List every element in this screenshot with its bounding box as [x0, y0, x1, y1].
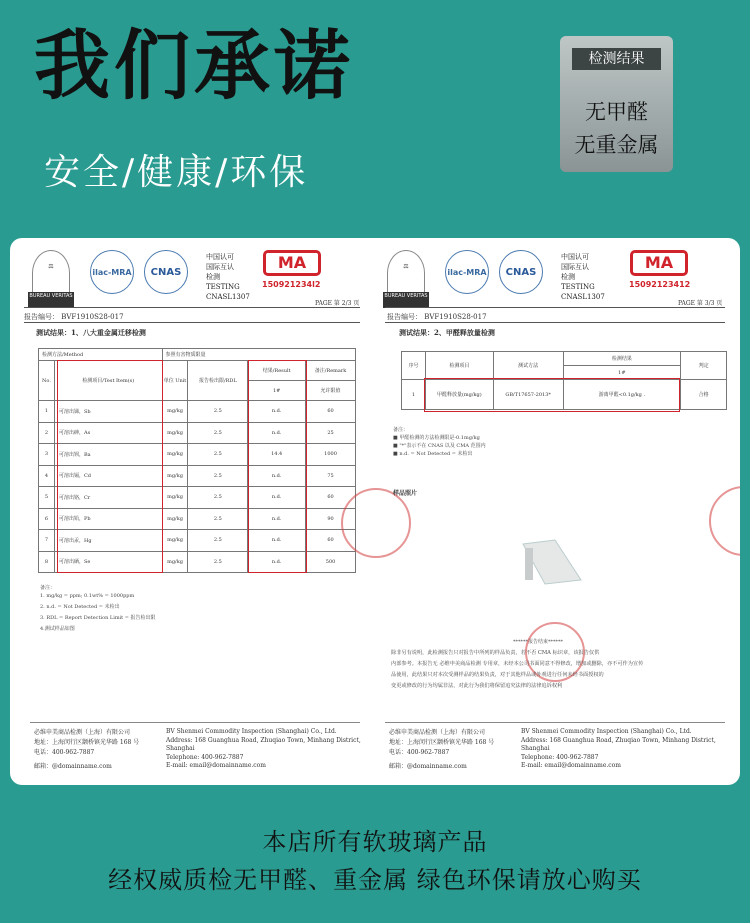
cell: 75 — [306, 465, 356, 487]
footer-rule — [30, 722, 360, 723]
disclaimer-line: 变更或修改的行为均属非法，对此行为我们将保留追究法律的法律追诉权利 — [391, 683, 563, 689]
report-number: 报告编号： BVF1910S28-017 — [24, 313, 124, 321]
col-no: No. — [39, 361, 55, 401]
cert-text — [206, 252, 250, 302]
cell: 2.5 — [188, 401, 248, 423]
footer-line: Telephone: 400-962-7887 — [521, 753, 599, 761]
red-stamp — [341, 488, 411, 558]
ilac-mra-logo: ilac-MRA — [445, 250, 489, 294]
footer-line: 邮箱：@domainname.com — [34, 763, 112, 770]
notes-block — [393, 426, 486, 458]
cell: n.d. — [248, 487, 306, 509]
cell: mg/kg — [162, 530, 188, 552]
cell: 2 — [39, 422, 55, 444]
cell: 14.4 — [248, 444, 306, 466]
bottom-line-2: 经权威质检无甲醛、重金属 绿色环保请放心购买 — [108, 866, 642, 894]
cnas-logo: CNAS — [144, 250, 188, 294]
col-method: 测试方法 — [493, 352, 563, 380]
cert-line: 检测 — [206, 273, 220, 281]
footer-line: 电话：400-962-7887 — [34, 749, 95, 756]
badge-line-heavy-metal: 无重金属 — [574, 133, 659, 157]
report-number: 报告编号： BVF1910S28-017 — [387, 313, 487, 321]
note-line: 3. RDL = Report Detection Limit = 报告检出限 — [40, 615, 156, 621]
cell: mg/kg — [162, 551, 188, 573]
cell: n.d. — [248, 508, 306, 530]
sample-photo-label: 样品照片 — [393, 490, 418, 497]
footer-line: Address: 168 Guanghua Road, Zhuqiao Town, Minhang District, — [166, 736, 361, 744]
footer-line: BV Shenmei Commodity Inspection (Shanghai) Co., Ltd. — [166, 728, 337, 735]
note-line: 1. mg/kg = ppm; 0.1wt% = 1000ppm — [40, 593, 135, 599]
footer-cn — [389, 728, 494, 772]
cell: 可溶出镉，Cd — [54, 465, 162, 487]
red-stamp — [709, 486, 740, 556]
note-line: ■ "*"表示不在 CNAS 以及 CMA 范围内 — [393, 443, 486, 449]
page-number: PAGE 第 2/3 页 — [315, 300, 360, 307]
cell: 1 — [39, 401, 55, 423]
cnas-logo: CNAS — [499, 250, 543, 294]
cell: 可溶出汞，Hg — [54, 530, 162, 552]
footer-en — [166, 728, 361, 771]
col-sample-1: 1# — [563, 366, 681, 380]
bottom-line-1: 本店所有软玻璃产品 — [262, 828, 488, 856]
cell: 60 — [306, 487, 356, 509]
header-rule — [24, 322, 360, 323]
cell: mg/kg — [162, 401, 188, 423]
page-subtitle: 安全/健康/环保 — [44, 152, 309, 193]
cert-line: TESTING — [561, 283, 595, 291]
cell: 2.5 — [188, 487, 248, 509]
cell: n.d. — [248, 465, 306, 487]
note-line: 2. n.d. = Not Detected = 未检出 — [40, 604, 120, 610]
report-page-left — [10, 238, 375, 785]
cert-line: TESTING — [206, 283, 240, 291]
cell: 可溶出铅，Pb — [54, 508, 162, 530]
col-remark: 备注/Remark — [306, 361, 356, 381]
test-result-badge — [560, 36, 673, 172]
cell: 2.5 — [188, 465, 248, 487]
col-unit: 单位 Unit — [162, 361, 188, 401]
footer-line: E-mail: email@domainname.com — [521, 762, 621, 769]
cell: 合格 — [681, 380, 727, 410]
cell: 2.5 — [188, 530, 248, 552]
col-sample-1: 1# — [248, 381, 306, 401]
cell: n.d. — [248, 422, 306, 444]
section-title: 测试结果：1、八大重金属迁移检测 — [36, 328, 146, 337]
page-title: 我们承诺 — [34, 21, 354, 110]
cell: 3 — [39, 444, 55, 466]
cell: 7 — [39, 530, 55, 552]
cell: 6 — [39, 508, 55, 530]
cell: 1000 — [306, 444, 356, 466]
cert-line: 国际互认 — [206, 263, 234, 271]
footer-cn — [34, 728, 139, 772]
footer-line: 电话：400-962-7887 — [389, 749, 450, 756]
cell: 60 — [306, 401, 356, 423]
footer-line: 必维申美商品检测（上海）有限公司 — [389, 729, 486, 736]
cell: 500 — [306, 551, 356, 573]
cell: 4 — [39, 465, 55, 487]
cma-number: 150921234l2 — [262, 280, 321, 289]
cell: 1 — [402, 380, 426, 410]
cell: n.d. — [248, 401, 306, 423]
badge-line-formaldehyde: 无甲醛 — [585, 100, 648, 124]
footer-line: BV Shenmei Commodity Inspection (Shanghai) Co., Ltd. — [521, 728, 692, 735]
cell: 可溶出砷，As — [54, 422, 162, 444]
cell: 甲醛释放量(mg/kg) — [425, 380, 493, 410]
note-line: 备注： — [40, 585, 56, 591]
col-no: 序号 — [402, 352, 426, 380]
cell: mg/kg — [162, 422, 188, 444]
footer-line: 地址：上海闵行区颛桥镇光华路 168 号 — [389, 739, 495, 746]
col-result: 检测结果 — [563, 352, 681, 366]
footer-line: 必维申美商品检测（上海）有限公司 — [34, 729, 131, 736]
disclaimer-line: 内部参考。本报告无 必维申美商品检测 专用章，未经本公司书面同意不得修改，增加或删除，亦不可作为宣传 — [391, 661, 644, 667]
highlight-test-items — [57, 360, 163, 573]
cell: 2.5 — [188, 422, 248, 444]
header-rule — [385, 322, 725, 323]
cert-line: 检测 — [561, 273, 575, 281]
bureau-veritas-logo: ⚖ — [32, 250, 70, 296]
cert-line: 中国认可 — [561, 253, 589, 261]
cell: n.d. — [248, 551, 306, 573]
cell: mg/kg — [162, 487, 188, 509]
cell: 8 — [39, 551, 55, 573]
note-line: ■ n.d. = Not Detected = 未检出 — [393, 451, 473, 457]
footer-line: Address: 168 Guanghua Road, Zhuqiao Town, Minhang District, — [521, 736, 716, 744]
note-line: ■ 甲醛检测的方法检测限是-0.1mg/kg — [393, 435, 480, 441]
footer-line: Shanghai — [521, 745, 550, 752]
bureau-veritas-label: BUREAU VERITAS — [383, 292, 429, 308]
cma-logo: MA — [263, 250, 321, 276]
bureau-veritas-logo: ⚖ — [387, 250, 425, 296]
col-rdl: 报告检出限/RDL — [188, 361, 248, 401]
cell: 90 — [306, 508, 356, 530]
cell: 60 — [306, 530, 356, 552]
glass-sample-photo — [515, 536, 585, 586]
highlight-results — [248, 360, 307, 573]
cert-line: 中国认可 — [206, 253, 234, 261]
cma-number: 15092123412 — [629, 280, 691, 289]
cell: 2.5 — [188, 551, 248, 573]
page-number: PAGE 第 3/3 页 — [678, 300, 723, 307]
reports-panel — [10, 238, 740, 785]
disclaimer — [391, 648, 721, 692]
note-line: 4.测试样品如图 — [40, 626, 75, 632]
cell: 可溶出硒，Se — [54, 551, 162, 573]
cert-text — [561, 252, 605, 302]
cell: 2.5 — [188, 508, 248, 530]
cell: 25 — [306, 422, 356, 444]
cell: mg/kg — [162, 465, 188, 487]
col-test-item: 检测项目 — [425, 352, 493, 380]
notes-block — [40, 584, 156, 633]
method-value: 参照有害物质限量 — [162, 349, 355, 361]
highlight-result-row — [424, 378, 680, 412]
cell: 可溶出锑，Sb — [54, 401, 162, 423]
cell: GB/T17657-2013* — [493, 380, 563, 410]
footer-line: Telephone: 400-962-7887 — [166, 753, 244, 761]
report-end-mark: ******报告结束****** — [513, 639, 564, 645]
section-title: 测试结果：2、甲醛释放量检测 — [399, 328, 495, 337]
bureau-veritas-label: BUREAU VERITAS — [28, 292, 74, 308]
footer-line: E-mail: email@domainname.com — [166, 762, 266, 769]
disclaimer-line: 除非另有说明，此检测报告只对报告中所列的样品负责，若不否 CMA 标识章，该报告仅供 — [391, 650, 600, 656]
disclaimer-line: 品使用，此结果只对本次受测样品的结果负责，对于其他样品或外观进行任何未经书面授权的 — [391, 672, 604, 678]
footer-rule — [385, 722, 725, 723]
cell: 可溶出钡，Ba — [54, 444, 162, 466]
footer-en — [521, 728, 716, 771]
cert-line: CNASL1307 — [206, 293, 250, 301]
cell: 游离甲醛<0.1g/kg . — [563, 380, 681, 410]
cert-line: 国际互认 — [561, 263, 589, 271]
footer-line: 地址：上海闵行区颛桥镇光华路 168 号 — [34, 739, 140, 746]
col-limit: 允许限值 — [306, 381, 356, 401]
header-rule — [385, 307, 725, 308]
header-rule — [24, 307, 360, 308]
cell: mg/kg — [162, 444, 188, 466]
col-test-item: 检测项目/Test Item(s) — [54, 361, 162, 401]
ilac-mra-logo: ilac-MRA — [90, 250, 134, 294]
badge-heading: 检测结果 — [572, 48, 661, 70]
cell: mg/kg — [162, 508, 188, 530]
col-result: 结果/Result — [248, 361, 306, 381]
cell: 可溶出铬，Cr — [54, 487, 162, 509]
note-line: 备注： — [393, 427, 409, 433]
cert-line: CNASL1307 — [561, 293, 605, 301]
cell: 5 — [39, 487, 55, 509]
cell: 2.5 — [188, 444, 248, 466]
cell: n.d. — [248, 530, 306, 552]
footer-line: 邮箱：@domainname.com — [389, 763, 467, 770]
col-verdict: 判定 — [681, 352, 727, 380]
cma-logo: MA — [630, 250, 688, 276]
report-page-right — [375, 238, 740, 785]
footer-line: Shanghai — [166, 745, 195, 752]
method-label: 检测方法/Method — [39, 349, 163, 361]
